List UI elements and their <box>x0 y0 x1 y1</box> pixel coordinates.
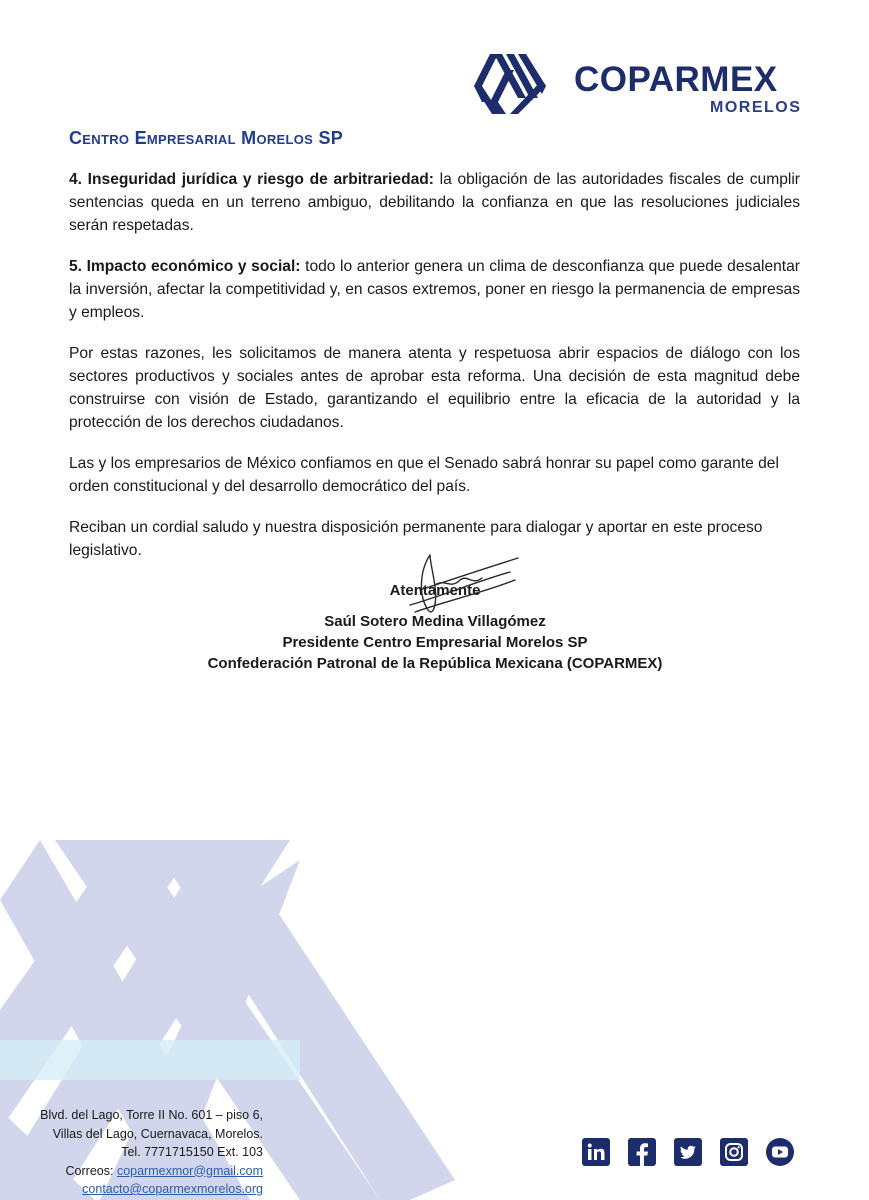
paragraph-confidence: Las y los empresarios de México confiamos en que el Senado sabrá honrar su papel como garante del orden constitucional y del desarrollo democrático del país. <box>69 455 779 495</box>
brand-subtitle: MORELOS <box>710 99 802 116</box>
coparmex-logo <box>470 48 800 123</box>
point-5-text: todo lo anterior genera un clima de desconfianza que puede desalentar la inversión, afectar la competitividad y, en casos extremos, poner en riesgo la permanencia de empresas y empleos. <box>69 258 801 321</box>
youtube-icon[interactable] <box>766 1138 794 1166</box>
emails <box>40 1162 263 1181</box>
closing: Atentamente <box>389 582 481 599</box>
emails-label: Correos: <box>65 1163 114 1178</box>
social-links <box>582 1138 794 1166</box>
point-4 <box>69 168 800 237</box>
phone: Tel. 7771715150 Ext. 103 <box>121 1145 263 1159</box>
paragraph-greeting: Reciban un cordial saludo y nuestra disposición permanente para dialogar y aportar en este proceso legislativo. <box>69 519 763 559</box>
address-line-1: Blvd. del Lago, Torre II No. 601 – piso 6, <box>40 1108 263 1122</box>
point-4-label: 4. Inseguridad jurídica y riesgo de arbitrariedad: <box>69 171 434 188</box>
point-4-text: la obligación de las autoridades fiscales de cumplir sentencias queda en un terreno ambiguo, debilitando la confianza en que las resoluciones judiciales serán respetadas. <box>69 171 800 234</box>
signer-position: Presidente Centro Empresarial Morelos SP <box>282 634 588 651</box>
organization-title: Centro Empresarial Morelos SP <box>69 128 344 148</box>
point-5-label: 5. Impacto económico y social: <box>69 258 301 275</box>
handwritten-signature <box>390 550 530 620</box>
address-line-2: Villas del Lago, Cuernavaca, Morelos. <box>52 1126 263 1141</box>
paragraph-request: Por estas razones, les solicitamos de manera atenta y respetuosa abrir espacios de diálogo con los sectores productivos y sociales antes de aprobar esta reforma. Una decisión de esta magnitud debe construirse con visión de Estado, garantizando el equilibrio entre la eficacia de la autoridad y la protección de los derechos ciudadanos. <box>69 345 800 431</box>
linkedin-icon[interactable] <box>582 1138 610 1166</box>
signer-name: Saúl Sotero Medina Villagómez <box>324 613 546 630</box>
email-link-1[interactable]: coparmexmor@gmail.com <box>116 1163 263 1178</box>
brand-name: COPARMEX <box>574 60 778 99</box>
instagram-icon[interactable] <box>720 1138 748 1166</box>
signer-organization: Confederación Patronal de la República Mexicana (COPARMEX) <box>207 655 663 672</box>
email-link-2[interactable]: contacto@coparmexmorelos.org <box>82 1182 263 1196</box>
coparmex-mark-icon <box>470 48 550 118</box>
point-5 <box>69 255 800 324</box>
facebook-icon[interactable] <box>628 1138 656 1166</box>
twitter-icon[interactable] <box>674 1138 702 1166</box>
footer-address <box>40 1106 263 1199</box>
letter-body <box>69 168 800 580</box>
